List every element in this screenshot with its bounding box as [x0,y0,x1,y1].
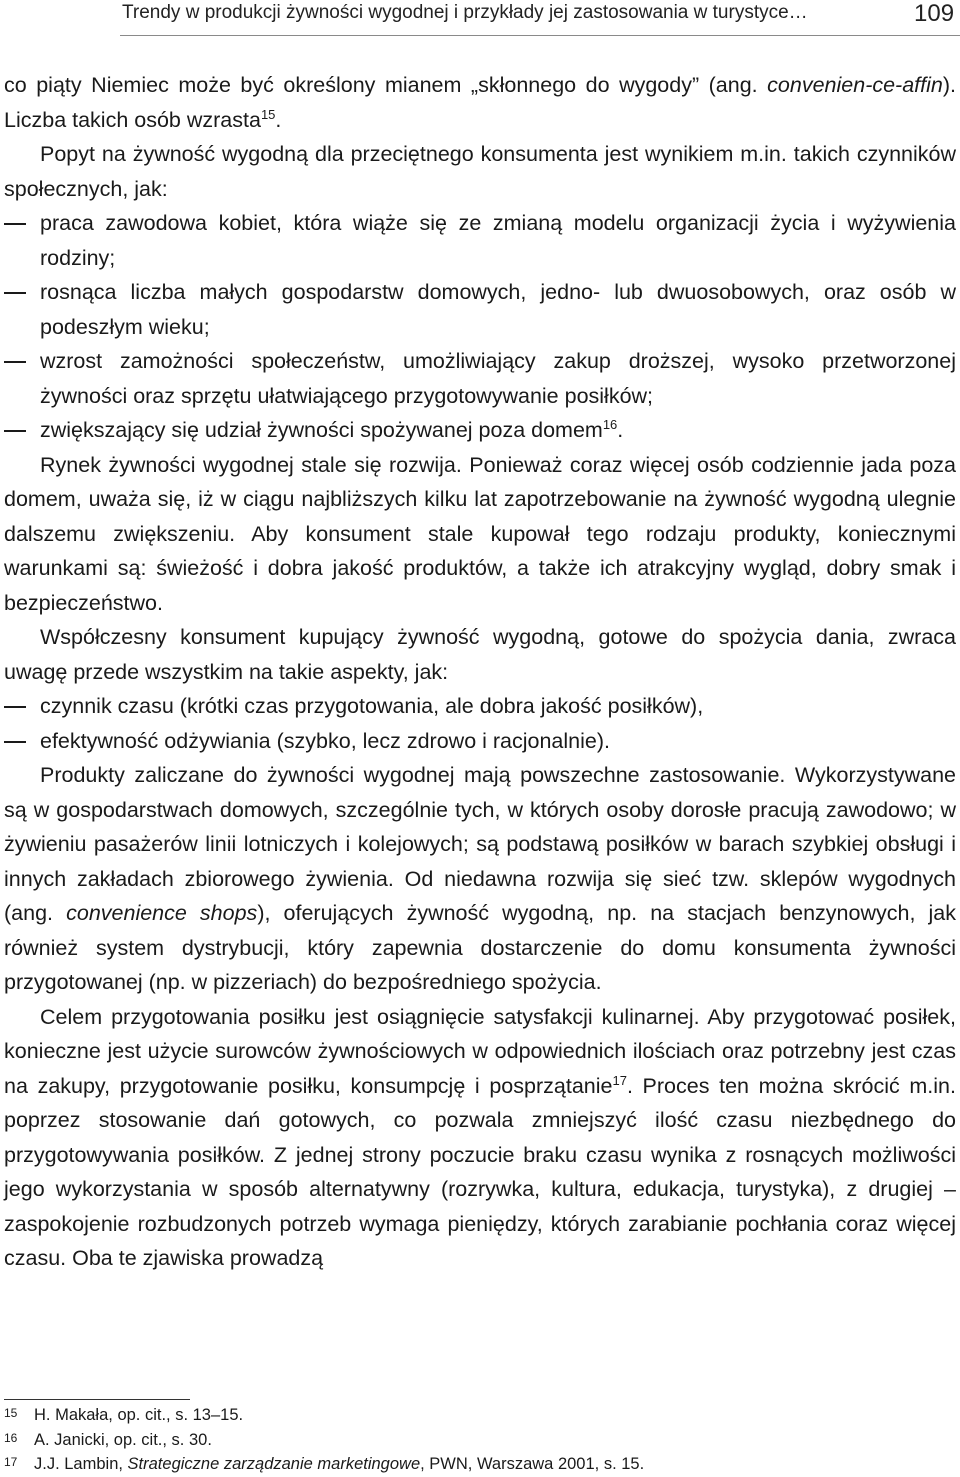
list-item: rosnąca liczba małych gospodarstw domowych, jedno- lub dwuosobowych, oraz osób w podeszłym wieku; [4,275,956,344]
italic-term: convenien-ce-affin [767,73,943,97]
italic-term: convenience shops [66,901,258,925]
paragraph-3: Rynek żywności wygodnej stale się rozwija. Ponieważ coraz więcej osób codziennie jada poza domem, uważa się, iż w ciągu najbliższych kilku lat zapotrzebowanie na żywność wygodną ulegnie dalszemu zwiększeniu. Aby konsument stale kupował tego rodzaju produkty, koniecznymi warunkami są: świeżość i dobra jakość produktów, a także ich atrakcyjny wygląd, dobry smak i bezpieczeństwo. [4,452,956,615]
list-item [4,413,956,448]
book-title: Strategiczne zarządzanie marketingowe [127,1455,421,1473]
footnote-16 [4,1428,904,1453]
list-item: praca zawodowa kobiet, która wiąże się ze zmianą modelu organizacji życia i wyżywienia rodziny; [4,206,956,275]
footnote-15 [4,1403,904,1428]
paragraph-2: Popyt na żywność wygodną dla przeciętnego konsumenta jest wynikiem m.in. takich czynników społecznych, jak: [4,142,956,201]
text-run: zwiększający się udział żywności spożywanej poza domem [40,418,603,442]
text-run: . Proces ten można skrócić m.in. poprzez stosowanie dań gotowych, co pozwala zmniejszyć ilość czasu niezbędnego do przygotowywania posiłków. Z jednej strony poczucie braku czasu wynika z rosnących możliwości jego wykorzystania w sposób alternatywny (rozrywka, kultura, edukacja, turystyka), z drugiej – zaspokojenie rozbudzonych potrzeb wymaga pieniędzy, których zarabianie pochłania coraz więcej czasu. Oba te zjawiska prowadzą [4,1073,956,1270]
list-item: efektywność odżywiania (szybko, lecz zdrowo i racjonalnie). [4,724,956,759]
text-run: . [617,418,624,442]
footnote-ref-16: 16 [602,416,618,432]
aspects-list [4,689,956,758]
footnote-17 [4,1452,904,1477]
text-run: co piąty Niemiec może być określony mianem „skłonnego do wygody” (ang. [4,73,768,97]
footnote-number: 15 [4,1406,18,1420]
footnote-ref-15: 15 [260,106,276,122]
footnote-text: , PWN, Warszawa 2001, s. 15. [420,1455,645,1473]
footnote-text: H. Makała, op. cit., s. 13–15. [34,1406,244,1424]
page-header [0,0,960,40]
paragraph-6 [4,1000,956,1276]
footnote-text: J.J. Lambin, [34,1455,128,1473]
running-title: Trendy w produkcji żywności wygodnej i przykłady jej zastosowania w turystyce… [122,2,808,23]
paragraph-1 [4,68,956,137]
paragraph-4: Współczesny konsument kupujący żywność wygodną, gotowe do spożycia dania, zwraca uwagę przede wszystkim na takie aspekty, jak: [4,625,956,684]
text-run: Produkty zaliczane do żywności wygodnej mają powszechne zastosowanie. Wykorzystywane są w gospodarstwach domowych, szczególnie tych, w których osoby dorosłe pracują zawodowo; w żywieniu pasażerów linii lotniczych i kolejowych; są podstawą posiłków w barach szybkiej obsługi i innych zakładach zbiorowego żywienia. Od niedawna rozwija się sieć tzw. sklepów wygodnych (ang. [4,763,956,925]
text-run: . [275,107,282,132]
footnote-text: A. Janicki, op. cit., s. 30. [34,1430,212,1449]
paragraph-5 [4,758,956,1000]
list-item: wzrost zamożności społeczeństw, umożliwiający zakup droższej, wysoko przetworzonej żywności oraz sprzętu ułatwiającego przygotowywanie posiłków; [4,344,956,413]
list-item: czynnik czasu (krótki czas przygotowania, ale dobra jakość posiłków), [4,689,956,724]
text-run: Celem przygotowania posiłku jest osiągnięcie satysfakcji kulinarnej. Aby przygotować posiłek, konieczne jest użycie surowców żywnościowych w odpowiednich ilościach oraz potrzebny jest czas na zakupy, przygotowanie posiłku, konsumpcję i posprzątanie [4,1004,956,1098]
text-run: ), oferujących żywność wygodną, np. na stacjach benzynowych, jak również system dystrybucji, który zapewnia dostarczenie do domu konsumenta żywności przygotowanej (np. w pizzeriach) do bezpośredniego spożycia. [4,901,957,994]
factors-list [4,206,956,448]
footnote-separator [4,1399,190,1400]
header-rule [120,35,960,36]
text-run: ). Liczba takich osób wzrasta [4,73,956,132]
main-text [4,68,956,1276]
footnote-ref-17: 17 [612,1072,627,1088]
footnote-number: 16 [4,1430,18,1445]
page-number: 109 [914,0,955,27]
footnotes [4,1403,904,1477]
footnote-number: 17 [4,1455,18,1469]
